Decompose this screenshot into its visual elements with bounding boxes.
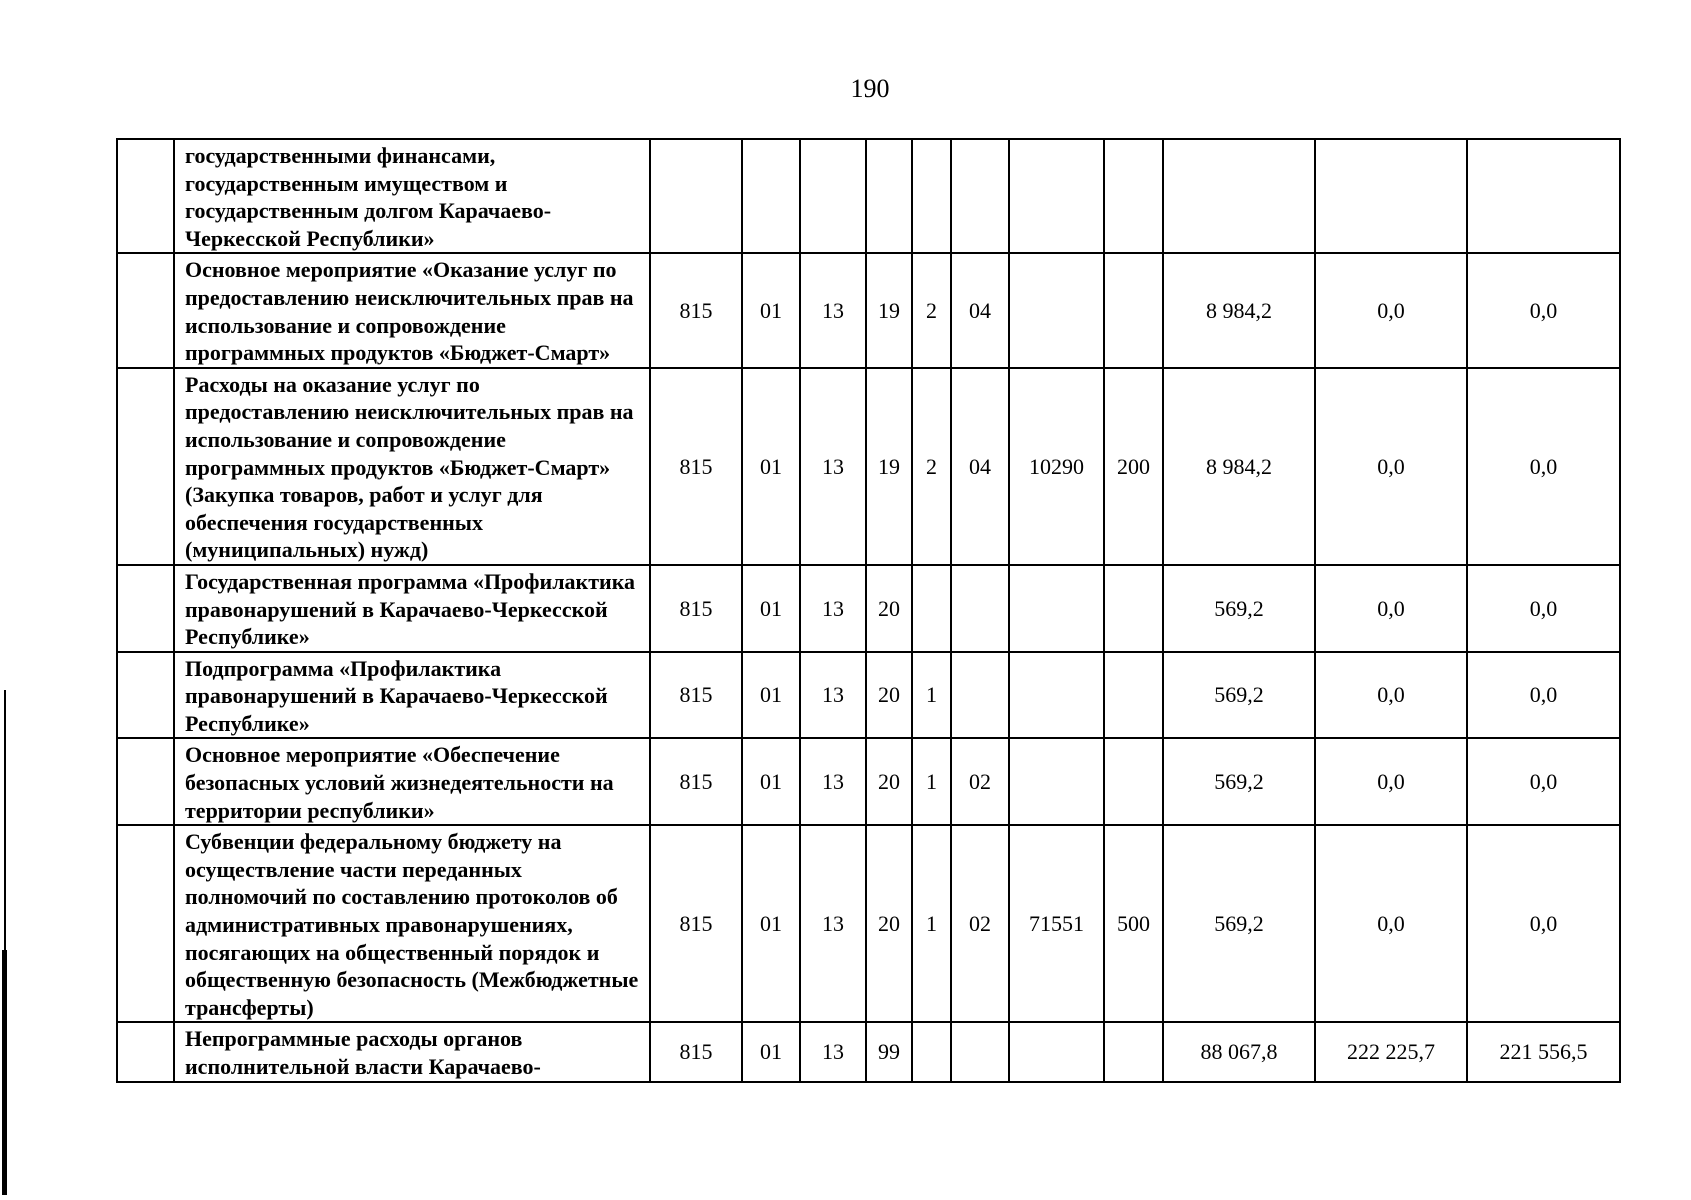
cell-sum2: 0,0 xyxy=(1315,565,1467,652)
cell-pr xyxy=(800,139,866,253)
cell-ved: 815 xyxy=(650,368,742,565)
row-index-cell xyxy=(117,139,174,253)
cell-ved: 815 xyxy=(650,825,742,1022)
cell-sum3: 0,0 xyxy=(1467,652,1620,739)
cell-dir xyxy=(1009,565,1104,652)
cell-dir xyxy=(1009,139,1104,253)
row-index-cell xyxy=(117,253,174,367)
cell-rz: 01 xyxy=(742,565,800,652)
table-body xyxy=(117,139,1620,1082)
cell-sum3 xyxy=(1467,139,1620,253)
cell-pr: 13 xyxy=(800,652,866,739)
row-description: Государственная программа «Профилактика правонарушений в Карачаево-Черкесской Республике» xyxy=(174,565,650,652)
row-index-cell xyxy=(117,738,174,825)
row-index-cell xyxy=(117,565,174,652)
cell-sum2: 0,0 xyxy=(1315,368,1467,565)
cell-sum1: 8 984,2 xyxy=(1163,368,1315,565)
row-description: Субвенции федеральному бюджету на осуществление части переданных полномочий по составлению протоколов об административных правонарушениях, посягающих на общественный порядок и общественную безопасность (Межбюджетные трансферты) xyxy=(174,825,650,1022)
scan-edge-bar xyxy=(2,950,7,1195)
cell-dir xyxy=(1009,738,1104,825)
row-description: Подпрограмма «Профилактика правонарушений в Карачаево-Черкесской Республике» xyxy=(174,652,650,739)
row-description: Непрограммные расходы органов исполнительной власти Карачаево- xyxy=(174,1022,650,1081)
cell-sum1: 569,2 xyxy=(1163,825,1315,1022)
cell-rz: 01 xyxy=(742,1022,800,1081)
cell-me xyxy=(951,652,1009,739)
table-row xyxy=(117,1022,1620,1081)
row-description: Расходы на оказание услуг по предоставлению неисключительных прав на использование и сопровождение программных продуктов «Бюджет-Смарт» (Закупка товаров, работ и услуг для обеспечения государственных (муниципальных) нужд) xyxy=(174,368,650,565)
cell-sum3: 221 556,5 xyxy=(1467,1022,1620,1081)
cell-dir xyxy=(1009,1022,1104,1081)
cell-rz: 01 xyxy=(742,368,800,565)
row-index-cell xyxy=(117,825,174,1022)
cell-vr: 200 xyxy=(1104,368,1163,565)
cell-me xyxy=(951,1022,1009,1081)
table-row xyxy=(117,253,1620,367)
cell-prog: 20 xyxy=(866,565,912,652)
cell-vr xyxy=(1104,253,1163,367)
cell-pr: 13 xyxy=(800,368,866,565)
cell-vr xyxy=(1104,738,1163,825)
cell-rz: 01 xyxy=(742,253,800,367)
cell-sum1: 569,2 xyxy=(1163,652,1315,739)
cell-sum3: 0,0 xyxy=(1467,825,1620,1022)
cell-rz: 01 xyxy=(742,652,800,739)
cell-sub xyxy=(912,139,951,253)
cell-dir xyxy=(1009,652,1104,739)
cell-ved: 815 xyxy=(650,565,742,652)
cell-me: 02 xyxy=(951,738,1009,825)
cell-sum2: 0,0 xyxy=(1315,652,1467,739)
table-row xyxy=(117,368,1620,565)
cell-vr xyxy=(1104,1022,1163,1081)
cell-prog xyxy=(866,139,912,253)
row-description: государственными финансами, государственным имуществом и государственным долгом Карачаево-Черкесской Республики» xyxy=(174,139,650,253)
budget-table xyxy=(116,138,1621,1083)
cell-sub: 1 xyxy=(912,825,951,1022)
cell-sub: 1 xyxy=(912,738,951,825)
cell-me: 04 xyxy=(951,368,1009,565)
table-row xyxy=(117,565,1620,652)
cell-pr: 13 xyxy=(800,253,866,367)
cell-rz: 01 xyxy=(742,738,800,825)
cell-rz: 01 xyxy=(742,825,800,1022)
row-description: Основное мероприятие «Обеспечение безопасных условий жизнедеятельности на территории республики» xyxy=(174,738,650,825)
cell-sub xyxy=(912,565,951,652)
cell-me: 02 xyxy=(951,825,1009,1022)
cell-prog: 19 xyxy=(866,253,912,367)
cell-sum2: 0,0 xyxy=(1315,738,1467,825)
cell-vr: 500 xyxy=(1104,825,1163,1022)
cell-pr: 13 xyxy=(800,825,866,1022)
cell-sum3: 0,0 xyxy=(1467,738,1620,825)
cell-sum1: 569,2 xyxy=(1163,565,1315,652)
cell-sum1: 88 067,8 xyxy=(1163,1022,1315,1081)
cell-prog: 20 xyxy=(866,738,912,825)
cell-sum1 xyxy=(1163,139,1315,253)
cell-prog: 20 xyxy=(866,652,912,739)
cell-sum3: 0,0 xyxy=(1467,368,1620,565)
cell-dir: 10290 xyxy=(1009,368,1104,565)
cell-sum2: 0,0 xyxy=(1315,253,1467,367)
row-index-cell xyxy=(117,368,174,565)
cell-sum3: 0,0 xyxy=(1467,565,1620,652)
table-row xyxy=(117,139,1620,253)
table-row xyxy=(117,825,1620,1022)
cell-sum2: 222 225,7 xyxy=(1315,1022,1467,1081)
table-row xyxy=(117,738,1620,825)
cell-ved: 815 xyxy=(650,738,742,825)
cell-sub: 2 xyxy=(912,368,951,565)
cell-ved: 815 xyxy=(650,652,742,739)
cell-dir: 71551 xyxy=(1009,825,1104,1022)
cell-ved: 815 xyxy=(650,253,742,367)
cell-sum3: 0,0 xyxy=(1467,253,1620,367)
cell-sum2 xyxy=(1315,139,1467,253)
cell-ved xyxy=(650,139,742,253)
cell-prog: 99 xyxy=(866,1022,912,1081)
cell-me xyxy=(951,565,1009,652)
cell-vr xyxy=(1104,652,1163,739)
cell-me xyxy=(951,139,1009,253)
page-number: 190 xyxy=(850,74,890,103)
cell-ved: 815 xyxy=(650,1022,742,1081)
cell-sub: 1 xyxy=(912,652,951,739)
cell-prog: 20 xyxy=(866,825,912,1022)
row-index-cell xyxy=(117,1022,174,1081)
cell-pr: 13 xyxy=(800,738,866,825)
table-row xyxy=(117,652,1620,739)
cell-vr xyxy=(1104,565,1163,652)
cell-sum1: 569,2 xyxy=(1163,738,1315,825)
cell-rz xyxy=(742,139,800,253)
row-index-cell xyxy=(117,652,174,739)
cell-pr: 13 xyxy=(800,1022,866,1081)
cell-sum2: 0,0 xyxy=(1315,825,1467,1022)
cell-sub: 2 xyxy=(912,253,951,367)
cell-vr xyxy=(1104,139,1163,253)
cell-me: 04 xyxy=(951,253,1009,367)
cell-prog: 19 xyxy=(866,368,912,565)
row-description: Основное мероприятие «Оказание услуг по предоставлению неисключительных прав на использование и сопровождение программных продуктов «Бюджет-Смарт» xyxy=(174,253,650,367)
cell-sum1: 8 984,2 xyxy=(1163,253,1315,367)
cell-sub xyxy=(912,1022,951,1081)
cell-dir xyxy=(1009,253,1104,367)
cell-pr: 13 xyxy=(800,565,866,652)
